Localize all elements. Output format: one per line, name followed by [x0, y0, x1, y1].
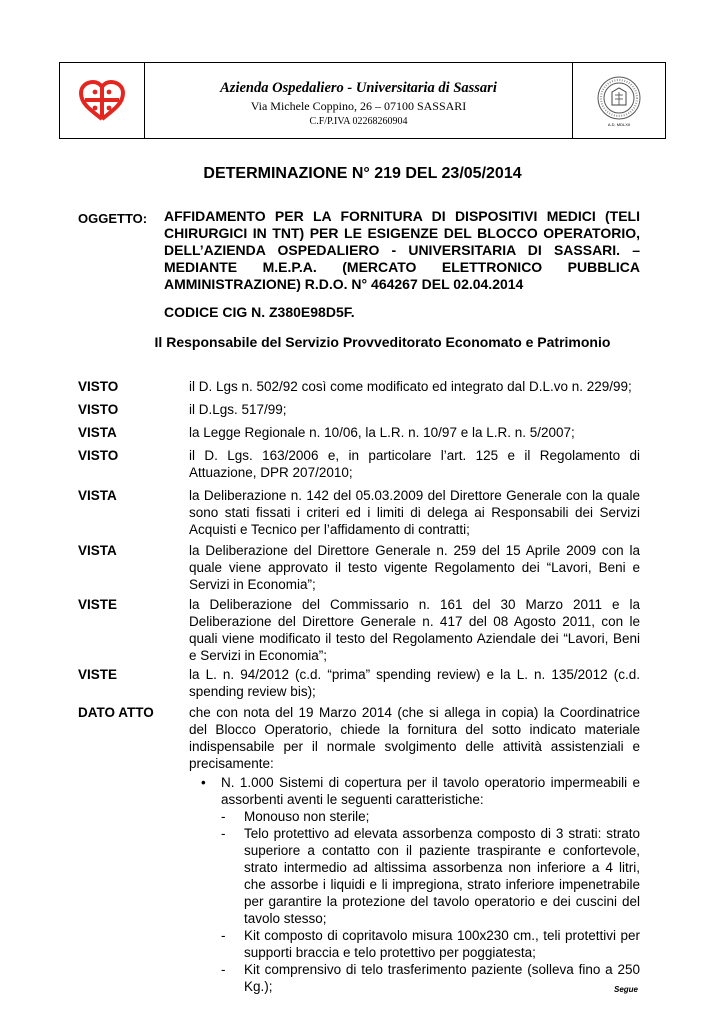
premise-row — [78, 487, 640, 538]
premise-label: VISTA — [78, 425, 117, 440]
premise-text: la Legge Regionale n. 10/06, la L.R. n. 10/97 e la L.R. n. 5/2007; — [189, 425, 575, 440]
premise-label: VISTA — [78, 543, 117, 558]
premise-row — [78, 378, 640, 395]
premise-label: VISTA — [78, 488, 117, 503]
premise-text: la Deliberazione del Commissario n. 161 del 30 Marzo 2011 e la Deliberazione del Direttore Generale n. 417 del 08 Agosto 2011, con le quali viene modificato il testo del Regolamento Aziendale dei “Lavori, Beni e Servizi in Economia”; — [189, 597, 640, 663]
sub-item-text: Telo protettivo ad elevata assorbenza composto di 3 strati: strato superiore a contatto con il paziente traspirante e confortevole, strato intermedio ad altissima assorbenza non inferiore a 4 litri, che assorbe i liquidi e li impregiona, strato inferiore impenetrabile per garantire la protezione del tavolo operatorio e dei cuscini del tavolo stesso; — [244, 826, 640, 926]
dash-icon: - — [221, 962, 226, 977]
premise-row — [78, 596, 640, 664]
supply-list — [201, 774, 640, 995]
tax-code: C.F/P.IVA 02268260904 — [309, 116, 408, 127]
bullet-icon: • — [201, 775, 206, 790]
hospital-logo — [60, 63, 145, 138]
dash-icon: - — [221, 928, 226, 943]
premise-label: DATO ATTO — [78, 705, 154, 720]
subject-label: OGGETTO: — [78, 211, 148, 226]
premise-label: VISTE — [78, 667, 118, 682]
continued-note: Segue — [613, 985, 638, 994]
hospital-logo-icon — [75, 79, 129, 123]
seal-icon — [596, 75, 642, 121]
university-seal — [572, 63, 665, 138]
dash-icon: - — [221, 826, 226, 841]
premise-label: VISTO — [78, 379, 119, 394]
dash-icon: - — [221, 809, 226, 824]
organization-name: Azienda Ospedaliero - Universitaria di Sassari — [220, 80, 497, 96]
letterhead — [59, 62, 666, 139]
premise-row — [78, 447, 640, 481]
header-text — [145, 63, 572, 138]
premise-text: la L. n. 94/2012 (c.d. “prima” spending review) e la L. n. 135/2012 (c.d. spending review bis); — [189, 667, 640, 699]
premise-text: il D. Lgs n. 502/92 così come modificato ed integrato dal D.L.vo n. 229/99; — [189, 379, 632, 394]
cig-code: CODICE CIG N. Z380E98D5F. — [164, 304, 355, 320]
responsible-heading: Il Responsabile del Servizio Provveditorato Economato e Patrimonio — [154, 334, 611, 350]
list-item — [221, 825, 640, 927]
subject-text: AFFIDAMENTO PER LA FORNITURA DI DISPOSITIVI MEDICI (TELI CHIRURGICI IN TNT) PER LE ESIGENZE DEL BLOCCO OPERATORIO, DELL’AZIENDA OSPEDALIERO - UNIVERSITARIA DI SASSARI. – MEDIANTE M.E.P.A. (MERCATO ELETTRONICO PUBBLICA AMMINISTRAZIONE) R.D.O. N° 464267 DEL 02.04.2014 — [164, 208, 640, 292]
document-title: DETERMINAZIONE N° 219 DEL 23/05/2014 — [203, 165, 522, 182]
organization-address: Via Michele Coppino, 26 – 07100 SASSARI — [250, 99, 467, 113]
premise-text: la Deliberazione del Direttore Generale n. 259 del 15 Aprile 2009 con la quale viene approvato il testo vigente Regolamento dei “Lavori, Beni e Servizi in Economia”; — [189, 543, 640, 592]
premise-row — [78, 704, 640, 772]
sub-item-text: Monouso non sterile; — [244, 809, 370, 824]
premise-label: VISTO — [78, 448, 119, 463]
list-item — [221, 961, 640, 995]
sub-item-text: Kit comprensivo di telo trasferimento paziente (solleva fino a 250 Kg.); — [244, 962, 640, 994]
list-item — [201, 774, 640, 808]
premise-row — [78, 542, 640, 593]
premise-text: il D. Lgs. 163/2006 e, in particolare l’art. 125 e il Regolamento di Attuazione, DPR 207/2010; — [189, 448, 640, 480]
premise-row — [78, 424, 640, 441]
sub-item-text: Kit composto di copritavolo misura 100x230 cm., teli protettivi per supporti braccia e telo protettivo per poggiatesta; — [244, 928, 640, 960]
bullet-text: N. 1.000 Sistemi di copertura per il tavolo operatorio impermeabili e assorbenti aventi le seguenti caratteristiche: — [221, 775, 640, 807]
seal-caption: A.D. MDLXII — [607, 121, 631, 127]
premise-row — [78, 401, 640, 418]
list-item — [221, 927, 640, 961]
premise-text: il D.Lgs. 517/99; — [189, 402, 287, 417]
premise-label: VISTE — [78, 597, 118, 612]
premise-text: che con nota del 19 Marzo 2014 (che si allega in copia) la Coordinatrice del Blocco Operatorio, chiede la fornitura del sotto indicato materiale indispensabile per il normale svolgimento delle attività assistenziali e precisamente: — [189, 705, 640, 771]
premise-label: VISTO — [78, 402, 119, 417]
premise-text: la Deliberazione n. 142 del 05.03.2009 del Direttore Generale con la quale sono stati fissati i criteri ed i limiti di delega ai Responsabili dei Servizi Acquisti e Tecnico per l’affidamento di contratti; — [189, 488, 640, 537]
list-item — [221, 808, 640, 825]
premise-row — [78, 666, 640, 700]
